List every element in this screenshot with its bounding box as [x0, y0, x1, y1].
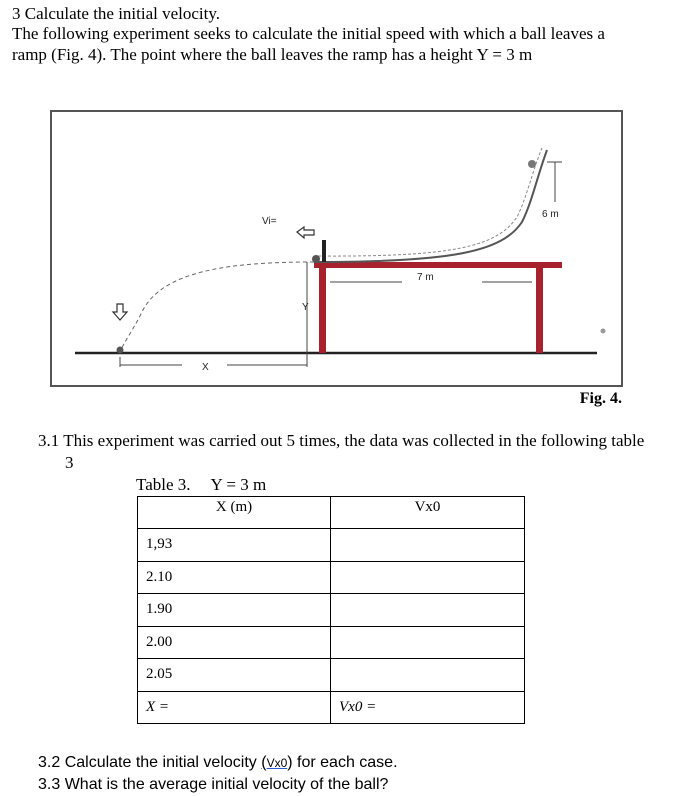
height-label: 6 m [542, 209, 559, 220]
figure-4 [50, 110, 623, 387]
table-footer-row [138, 691, 525, 724]
table-row [138, 561, 525, 594]
ramp-start-ball [528, 160, 536, 168]
table-header-row [138, 497, 525, 529]
x-value-cell: 1.90 [138, 594, 331, 627]
ball-marker-right [601, 329, 606, 334]
table-caption-y: Y = 3 m [210, 475, 267, 494]
x-value-cell: 2.10 [138, 561, 331, 594]
question-title: 3 Calculate the initial velocity. [12, 4, 221, 23]
v-value-cell[interactable] [331, 561, 525, 594]
table-leg-left [319, 266, 326, 353]
q32-prefix: 3.2 Calculate the initial velocity [38, 754, 262, 771]
ramp-inner-curve [318, 148, 542, 256]
table-row [138, 626, 525, 659]
table-top [314, 262, 562, 268]
v-value-cell[interactable] [331, 659, 525, 692]
vi-label: Vi= [262, 216, 277, 227]
data-table [137, 496, 525, 724]
x-value-cell: 1,93 [138, 529, 331, 562]
v-value-cell[interactable] [331, 626, 525, 659]
q32-suffix: for each case. [292, 754, 398, 771]
question-intro-line-1: The following experiment seeks to calculate the initial speed with which a ball leaves a [12, 24, 605, 43]
header-x: X (m) [138, 497, 331, 529]
q32-var: Vx0 [266, 756, 288, 770]
v-value-cell[interactable] [331, 594, 525, 627]
question-3-2 [38, 754, 398, 772]
question-3-3: 3.3 What is the average initial velocity of the ball? [38, 776, 389, 793]
x-value-cell: 2.00 [138, 626, 331, 659]
table-row [138, 659, 525, 692]
x-label: X [202, 362, 209, 373]
ramp-curve [314, 150, 547, 262]
table-row [138, 529, 525, 562]
x-average-cell[interactable]: X = [138, 691, 331, 724]
table-caption-label: Table 3. [136, 475, 191, 494]
q32-paren-open: ( [261, 754, 267, 771]
figure-caption: Fig. 4. [579, 390, 622, 407]
section-3-1-line-2: 3 [65, 453, 74, 472]
section-3-1-line-1: 3.1 This experiment was carried out 5 times, the data was collected in the following table [38, 431, 645, 450]
table-row [138, 594, 525, 627]
q32-paren-close: ) [287, 754, 293, 771]
x-value-cell: 2.05 [138, 659, 331, 692]
trajectory-curve [120, 262, 314, 352]
table-leg-right [536, 266, 543, 353]
length-label: 7 m [417, 272, 434, 283]
ball-landing [117, 347, 124, 354]
velocity-arrow [297, 227, 314, 238]
table-caption [136, 475, 266, 495]
y-label: Y [302, 302, 309, 313]
question-intro-line-2: ramp (Fig. 4). The point where the ball leaves the ramp has a height Y = 3 m [12, 45, 533, 64]
figure-4-diagram [52, 112, 621, 385]
header-v: Vx0 [331, 497, 525, 529]
stopper-block [322, 240, 326, 262]
v-average-cell[interactable]: Vx0 = [331, 691, 525, 724]
v-value-cell[interactable] [331, 529, 525, 562]
down-arrow [113, 304, 127, 320]
